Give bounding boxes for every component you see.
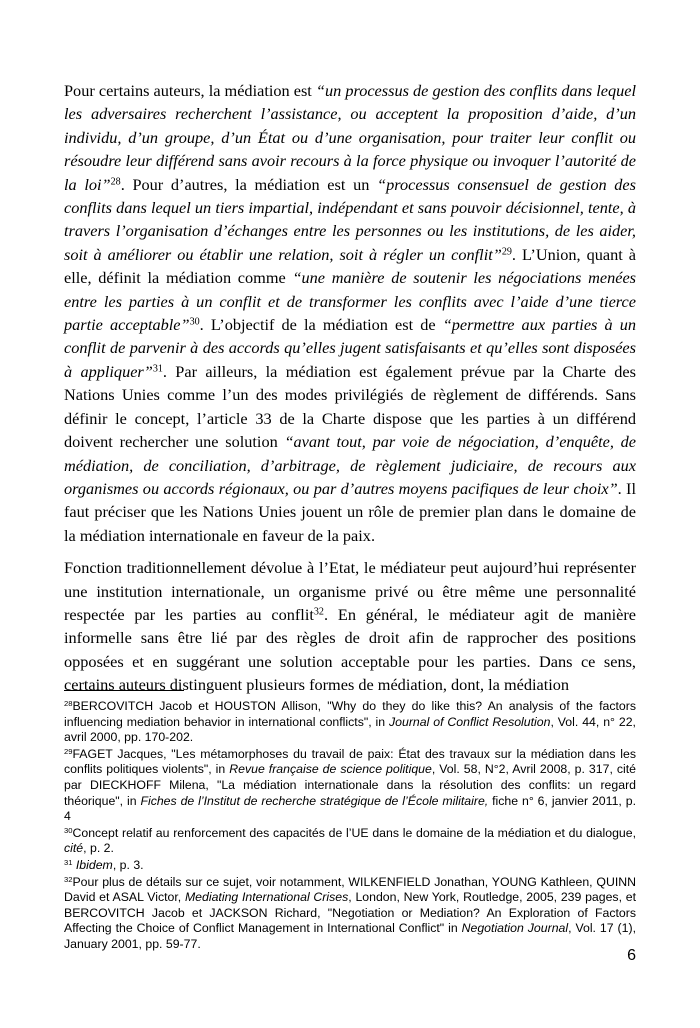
footnote-text: , Vol. 58, N°2, Avril 2008, p. 317, cité par DIECKHOFF Milena, "La médiation internationale dans la résolution des conflits: un regard théorique", in [64,762,636,808]
footnote-text: Concept relatif au renforcement des capacités de l’UE dans le domaine de la médiation et du dialogue, [72,825,636,840]
paragraph-mediator-role [64,556,636,696]
footnote-title: Journal of Conflict Resolution [389,714,551,729]
footnote-30 [64,826,636,857]
text-run: . L’objectif de la médiation est de [199,315,443,335]
footnote-text: BERCOVITCH Jacob et HOUSTON Allison, "Why do they do like this? An analysis of the factors influencing mediation behavior in international conflicts", in [64,699,636,729]
quotation: “permettre aux parties à un conflit de parvenir à des accords qu’elles jugent satisfaisants et qu’elles sont disposées à appliquer” [64,315,637,381]
footnote-31 [64,858,636,874]
quotation: “processus consensuel de gestion des conflits dans lequel un tiers impartial, indépendant et sans pouvoir décisionnel, tente, à travers l’organisation d’échanges entre les personnes ou les institutions, de les aider, soit à améliorer ou établir une relation, soit à régler un conflit” [64,174,636,264]
text-run: Fonction traditionnellement dévolue à l’Etat, le médiateur peut aujourd’hui représenter une institution internationale, un organisme privé ou être même une personnalité respectée par les parties au conflit [64,558,636,624]
footnote-ref-32[interactable]: 32 [313,606,324,618]
footnote-text: , Vol. 44, n° 22, avril 2000, pp. 170-202. [64,714,636,745]
footnote-title: Negotiation Journal [461,921,569,936]
quotation: “un processus de gestion des conflits dans lequel les adversaires recherchent l’assistance, ou acceptent la proposition d’aide, d’un individu, d’un groupe, d’un État ou d’une organisation, pour traiter leur conflit ou résoudre leur différend sans avoir recours à la force physique ou invoquer l’autorité de la loi” [64,81,636,194]
footnote-number: 32 [64,874,73,884]
footnote-29 [64,747,636,825]
footnote-ref-28[interactable]: 28 [110,176,121,188]
text-run: . Pour d’autres, la médiation est un [120,174,378,194]
page-number: 6 [627,947,636,964]
paragraph-mediation-definitions [64,79,636,547]
footnote-ref-29[interactable]: 29 [501,246,512,258]
footnote-number: 31 [64,857,73,867]
footnote-title: Fiches de l’Institut de recherche stratégique de l’École militaire, [140,793,489,808]
text-run: . En général, le médiateur agit de manière informelle sans être lié par des règles de droit afin de rapprocher des positions opposées et en suggérant une solution acceptable pour les parties. Dans ce sens, certains auteurs distinguent plusieurs formes de médiation, dont, la médiation [64,604,636,695]
footnote-text: , p. 3. [112,857,144,872]
footnote-title: Ibidem [75,857,113,872]
footnote-title: cité [64,841,84,856]
text-run: Pour certains auteurs, la médiation est [64,81,316,100]
text-run: . L’Union, quant à elle, définit la médiation comme [64,244,636,288]
footnotes [64,699,636,954]
footnote-title: Revue française de science politique [229,762,432,777]
footnote-number: 28 [64,698,73,708]
footnote-28 [64,699,636,746]
text-run: . Il faut préciser que les Nations Unies jouent un rôle de premier plan dans le domaine de la médiation internationale en faveur de la paix. [64,478,636,545]
footnote-title: Mediating International Crises [184,890,349,905]
body-text [64,79,636,706]
footnote-separator [64,690,184,691]
footnote-text: , p. 2. [83,841,114,856]
footnote-text: FAGET Jacques, "Les métamorphoses du travail de paix: État des travaux sur la médiation dans les conflits politiques violents", in [64,746,636,777]
footnote-text: , London, New York, Routledge, 2005, 239 pages, et BERCOVITCH Jacob et JACKSON Richard, "Negotiation or Mediation? An Exploration of Factors Affecting the Choice of Conflict Management in International Conflict" in [64,890,636,936]
quotation: “avant tout, par voie de négociation, d’enquête, de médiation, de conciliation, d’arbitrage, de règlement judiciaire, de recours aux organismes ou accords régionaux, ou par d’autres moyens pacifiques de leur choix” [64,432,636,498]
footnote-ref-30[interactable]: 30 [189,316,200,328]
footnote-ref-31[interactable]: 31 [152,363,163,375]
text-run: . Par ailleurs, la médiation est également prévue par la Charte des Nations Unies comme l’un des modes privilégiés de règlement de différends. Sans définir le concept, l’article 33 de la Charte dispose que les parties à un différend doivent rechercher une solution [64,361,636,452]
footnote-32 [64,875,636,953]
footnote-text: , Vol. 17 (1), January 2001, pp. 59-77. [64,921,636,951]
footnote-number: 29 [64,746,73,756]
footnote-text: Pour plus de détails sur ce sujet, voir notamment, WILKENFIELD Jonathan, YOUNG Kathleen, QUINN David et ASAL Victor, [64,874,636,905]
quotation: “une manière de soutenir les négociations menées entre les parties à un conflit et de transformer les conflits avec l’aide d’une tierce partie acceptable” [64,268,637,335]
footnote-number: 30 [64,825,73,835]
footnote-text: fiche n° 6, janvier 2011, p. 4 [64,793,636,824]
